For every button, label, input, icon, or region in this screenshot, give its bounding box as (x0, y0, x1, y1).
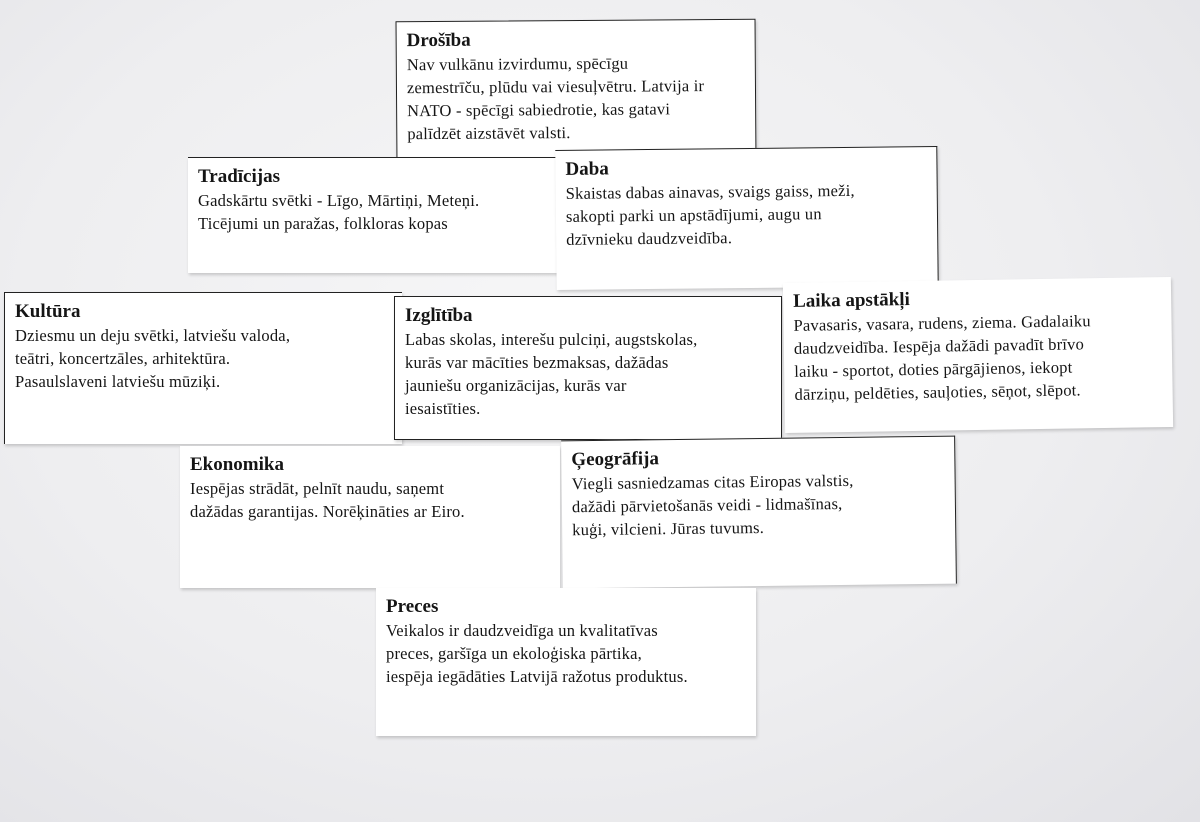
card-line: iesaistīties. (405, 399, 481, 418)
card-line: Iespējas strādāt, pelnīt naudu, saņemt (190, 479, 445, 498)
card-line: iespēja iegādāties Latvijā ražotus produktus. (386, 667, 688, 686)
card-title: Laika apstākļi (792, 289, 910, 312)
card-title: Preces (386, 596, 439, 617)
card-line: palīdzēt aizstāvēt valsti. (407, 123, 571, 144)
card-line: Ticējumi un paražas, folkloras kopas (198, 214, 448, 233)
card-line: dzīvnieku daudzveidība. (566, 228, 733, 249)
card-title: Ģeogrāfija (571, 448, 660, 471)
card-line: zemestrīču, plūdu vai viesuļvētru. Latvija ir (406, 76, 705, 98)
card-title: Daba (565, 158, 609, 180)
card-line: Gadskārtu svētki - Līgo, Mārtiņi, Meteņi. (198, 191, 480, 210)
card-line: Skaistas dabas ainavas, svaigs gaiss, meži, (565, 180, 855, 203)
card-geografija (561, 436, 957, 589)
card-drosiba (396, 19, 757, 164)
card-title: Kultūra (15, 301, 81, 322)
card-line: teātri, koncertzāles, arhitektūra. (15, 349, 231, 368)
card-line: jauniešu organizācijas, kurās var (405, 376, 627, 395)
card-ekonomika (180, 446, 560, 588)
card-daba (555, 146, 938, 290)
card-line: dažādi pārvietošanās veidi - lidmašīnas, (571, 493, 843, 517)
card-line: daudzveidība. Iespēja dažādi pavadīt brīvo (793, 334, 1085, 358)
card-line: kurās var mācīties bezmaksas, dažādas (405, 353, 669, 372)
card-tradicijas (188, 157, 558, 273)
card-preces (376, 588, 756, 736)
card-line: laiku - sportot, doties pārgājienos, iekopt (794, 357, 1073, 381)
card-line: NATO - spēcīgi sabiedrotie, kas gatavi (407, 99, 671, 121)
card-line: dārziņu, peldēties, sauļoties, sēņot, slēpot. (794, 380, 1081, 404)
card-line: Dziesmu un deju svētki, latviešu valoda, (15, 326, 291, 345)
card-title: Tradīcijas (198, 166, 280, 187)
card-line: Nav vulkānu izvirdumu, spēcīgu (406, 53, 629, 75)
card-line: Pavasaris, vasara, rudens, ziema. Gadalaiku (793, 311, 1091, 335)
card-title: Ekonomika (190, 454, 284, 475)
card-title: Izglītība (405, 305, 473, 326)
card-line: dažādas garantijas. Norēķināties ar Eiro. (190, 502, 465, 521)
card-line: Pasaulslaveni latviešu mūziķi. (15, 372, 221, 391)
card-laika-apstakli (783, 277, 1173, 433)
card-kultura (4, 292, 402, 444)
card-title: Drošība (406, 29, 471, 52)
card-line: preces, garšīga un ekoloģiska pārtika, (386, 644, 642, 663)
card-line: kuģi, vilcieni. Jūras tuvums. (572, 517, 765, 540)
card-line: sakopti parki un apstādījumi, augu un (565, 204, 822, 226)
card-line: Viegli sasniedzamas citas Eiropas valstis, (571, 470, 854, 494)
card-line: Labas skolas, interešu pulciņi, augstskolas, (405, 330, 698, 349)
card-izglitiba (394, 296, 782, 440)
card-line: Veikalos ir daudzveidīga un kvalitatīvas (386, 621, 658, 640)
